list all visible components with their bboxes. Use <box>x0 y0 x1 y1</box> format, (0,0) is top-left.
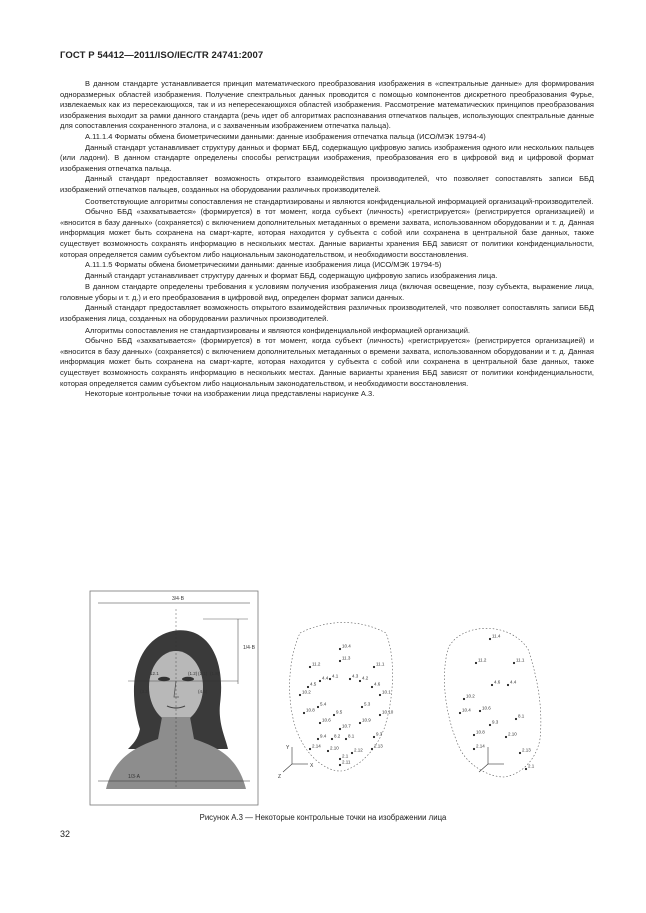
paragraph: Обычно ББД «захватывается» (формируется) в тот момент, когда субъект (личность) «регистрируется» (регистрируется организацией) и «вносится в базу данных» (сохраняется) с включением дополнительных метаданных о времени захвата, использованном оборудовании и т. д. Данная информация может быть сохранена на смарт-карте, которая находится у субъекта с собой или сохранена в центральной базе данных, также существует возможность сохранять информацию в нескольких местах. Данные варианты хранения ББД зависят от политики конфиденциальности, которая определяется самим субъектом либо национальным законодательством, и необходимости восстановления. <box>60 336 594 388</box>
control-point-label: 2.13 <box>374 743 383 749</box>
control-point-label: 2.13 <box>522 747 531 753</box>
control-point-label: 4.4 <box>322 675 329 681</box>
paragraph: Данный стандарт предоставляет возможность открытого взаимодействия различных производителей, что позволяет сопоставлять записи ББД изображения лица, созданных на оборудовании различных производителей. <box>60 303 594 324</box>
dim-label-side: 1/4·B <box>243 645 255 651</box>
control-point-label: 11.1 <box>516 657 525 663</box>
control-point-label: 2.11 <box>342 759 351 765</box>
control-point <box>371 686 373 688</box>
control-point-label: 4.1 <box>332 673 339 679</box>
paragraph: Обычно ББД «захватывается» (формируется) в тот момент, когда субъект (личность) «регистрируется» (регистрируется организацией) и «вносится в базу данных» (сохраняется) с включением дополнительных метаданных о времени захвата, использованном оборудовании и т. д. Данная информация может быть сохранена на смарт-карте, которая находится у субъекта с собой или сохранена в центральной базе данных, также существует возможность сохранять информацию в нескольких местах. Данные варианты хранения ББД зависят от политики конфиденциальности, которая определяется самим субъектом либо национальным законодательством, и необходимости восстановления. <box>60 207 594 259</box>
control-point-label: 2.12 <box>354 747 363 753</box>
control-point <box>333 714 335 716</box>
paragraph: Данный стандарт предоставляет возможность открытого взаимодействия производителей, что позволяет сопоставлять записи ББД изображений отпечатков пальцев, созданных на оборудовании различных производителей. <box>60 174 594 194</box>
paragraph: В данном стандарте определены требования к условиям получения изображения лица (включая освещение, позу субъекта, выражение лица, головные уборы и т. д.) и его преобразования в цифровой вид, определен формат записи данных. <box>60 282 594 302</box>
control-point <box>317 738 319 740</box>
control-point-label: 10.4 <box>342 643 351 649</box>
control-point <box>359 680 361 682</box>
dim-label-left: 1/3·A <box>128 774 140 780</box>
control-point <box>339 764 341 766</box>
control-point <box>299 694 301 696</box>
control-point <box>373 736 375 738</box>
control-point-label: 10.2 <box>466 693 475 699</box>
profile-control-points <box>444 628 540 777</box>
control-point-label: 9.4 <box>320 733 327 739</box>
control-point <box>349 678 351 680</box>
control-point <box>371 748 373 750</box>
control-point-label: 2.10 <box>508 731 517 737</box>
control-point-label: 8.1 <box>348 733 355 739</box>
page-number: 32 <box>60 829 71 839</box>
control-point <box>317 706 319 708</box>
control-point-label: 10.2 <box>302 689 311 695</box>
control-point-label: 9.3 <box>376 731 383 737</box>
control-point <box>479 710 481 712</box>
body-text <box>60 79 594 400</box>
figure-caption: Рисунок А.3 — Некоторые контрольные точки на изображении лица <box>199 813 447 822</box>
control-point-label: 10.7 <box>342 723 351 729</box>
control-point <box>473 748 475 750</box>
figure-a3 <box>88 589 600 809</box>
control-point <box>339 660 341 662</box>
photo-point-label: (1.2) <box>188 671 198 676</box>
control-point-label: 2.14 <box>476 743 485 749</box>
face-control-points-figure <box>88 589 600 809</box>
section-heading: А.11.1.5 Форматы обмена биометрическими данными: данные изображения лица (ИСО/МЭК 19794-5) <box>85 260 442 270</box>
control-point-label: 10.8 <box>476 729 485 735</box>
control-point-label: 10.10 <box>382 709 394 715</box>
photo-point-label: (4.5) <box>198 689 208 694</box>
control-point-label: 10.9 <box>362 717 371 723</box>
axis-label-y: Y <box>286 745 290 751</box>
control-point <box>345 738 347 740</box>
control-point-label: 4.6 <box>374 681 381 687</box>
paragraph: Данный стандарт устанавливает структуру данных и формат ББД, содержащую цифровую запись изображения одного или нескольких пальцев (или ладони). В данном стандарте определены способы регистрации изображения, преобразования его в цифровой вид и цифровой формат изображения отпечатка пальца. <box>60 142 594 173</box>
control-point-label: 2.10 <box>330 745 339 751</box>
control-point-label: 10.6 <box>482 705 491 711</box>
control-point <box>309 748 311 750</box>
control-point <box>303 712 305 714</box>
paragraph: Некоторые контрольные точки на изображении лица представлены нарисунке А.3. <box>85 389 375 399</box>
control-point <box>339 648 341 650</box>
face-photo-panel <box>90 591 258 805</box>
control-point <box>459 712 461 714</box>
control-point <box>489 638 491 640</box>
control-point <box>339 758 341 760</box>
control-point-label: 4.5 <box>310 681 317 687</box>
control-point-label: 9.5 <box>336 709 343 715</box>
control-point <box>507 684 509 686</box>
photo-point-label: (3.2) <box>140 689 150 694</box>
axis-label-z: Z <box>278 774 282 780</box>
control-point-label: 4.3 <box>352 673 359 679</box>
control-point <box>307 686 309 688</box>
control-point <box>463 698 465 700</box>
control-point <box>351 752 353 754</box>
control-point <box>475 662 477 664</box>
control-point-label: 10.1 <box>382 689 391 695</box>
control-point-label: 2.14 <box>312 743 321 749</box>
control-point <box>329 678 331 680</box>
control-point-label: 10.4 <box>462 707 471 713</box>
section-heading: А.11.1.4 Форматы обмена биометрическими данными: данные изображения отпечатка пальца (ИСО/МЭК 19794-4) <box>85 131 486 141</box>
control-point <box>331 738 333 740</box>
control-point <box>339 728 341 730</box>
control-point <box>505 736 507 738</box>
control-point-label: 2.1 <box>528 763 535 769</box>
control-point-label: 11.2 <box>478 657 487 663</box>
control-point-label: 8.1 <box>518 713 525 719</box>
control-point-label: 8.2 <box>334 733 341 739</box>
control-point-label: 11.4 <box>492 633 501 639</box>
photo-point-label: (1.1) <box>198 671 208 676</box>
control-point-label: 4.2 <box>362 675 369 681</box>
control-point <box>489 724 491 726</box>
control-point <box>379 694 381 696</box>
control-point <box>373 666 375 668</box>
paragraph: Алгоритмы сопоставления не стандартизированы и являются конфиденциальной информацией организаций. <box>85 325 470 335</box>
photo-point-label: 12.1 <box>150 671 159 676</box>
control-point <box>361 706 363 708</box>
control-point-label: 2.1 <box>342 753 349 759</box>
control-point-label: 9.3 <box>492 719 499 725</box>
control-point-label: 11.3 <box>342 655 351 661</box>
control-point <box>359 722 361 724</box>
control-point <box>525 768 527 770</box>
control-point-label: 11.2 <box>312 661 321 667</box>
control-point-label: 4.4 <box>510 679 517 685</box>
dim-label-top: 3/4·B <box>172 596 184 602</box>
control-point <box>473 734 475 736</box>
document-header: ГОСТ Р 54412—2011/ISO/IEC/TR 24741:2007 <box>60 50 264 61</box>
control-point <box>319 722 321 724</box>
paragraph: В данном стандарте устанавливается принцип математического преобразования изображения в «спектральные данные» для формирования одноразмерных областей изображения. Получение спектральных данных проводится с помощью компонентов дискретного преобразования Фурье, извлекаемых как из пересекающихся, так и из непересекающихся областей изображения. Рассмотрение математических принципов преобразования изображения выходит за рамки данного стандарта (речь идет об алгоритмах распознавания отпечатков пальцев, использующих спектральные данные для сопоставления сохраненного эталона, и с захваченным изображением отпечатка пальца). <box>60 79 594 131</box>
control-point <box>515 718 517 720</box>
control-point-label: 10.8 <box>306 707 315 713</box>
control-point <box>519 752 521 754</box>
control-point <box>309 666 311 668</box>
control-point-label: 5.4 <box>320 701 327 707</box>
control-point <box>513 662 515 664</box>
paragraph: Соответствующие алгоритмы сопоставления не стандартизированы и являются конфиденциальной информацией организаций-производителей. <box>85 196 594 206</box>
photo-point-label: (1.8) <box>210 671 220 676</box>
paragraph: Данный стандарт устанавливает структуру данных и формат ББД, содержащую цифровую запись изображения лица. <box>85 270 498 280</box>
frontal-control-points <box>278 623 394 781</box>
control-point <box>379 714 381 716</box>
control-point <box>319 680 321 682</box>
control-point-label: 4.6 <box>494 679 501 685</box>
control-point <box>327 750 329 752</box>
control-point-label: 11.1 <box>376 661 385 667</box>
control-point <box>491 684 493 686</box>
control-point-label: 10.6 <box>322 717 331 723</box>
control-point-label: 5.3 <box>364 701 371 707</box>
axis-label-x: X <box>310 763 314 769</box>
